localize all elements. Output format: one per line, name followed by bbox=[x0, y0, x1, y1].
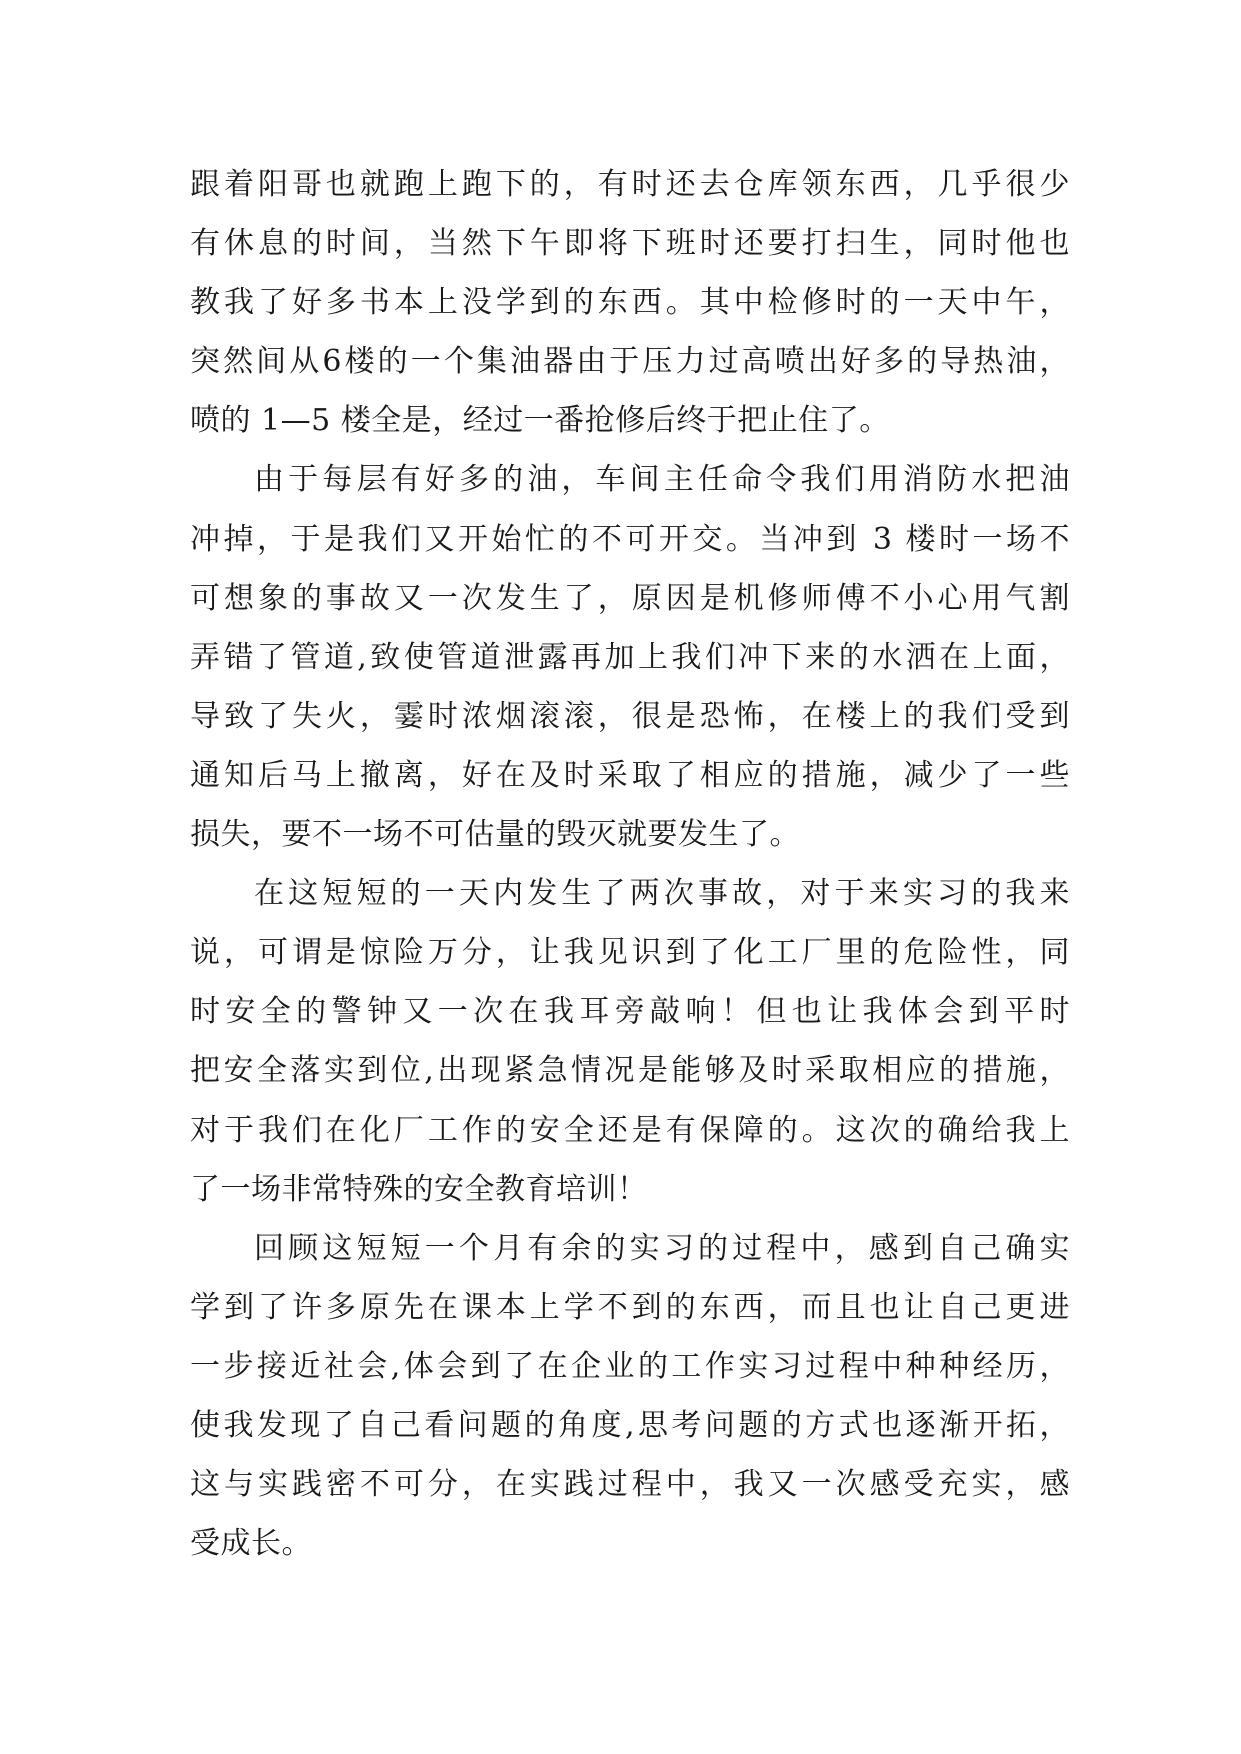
text-line: 弄错了管道,致使管道泄露再加上我们冲下来的水洒在上面， bbox=[190, 639, 1070, 675]
text-line: 突然间从6楼的一个集油器由于压力过高喷出好多的导热油， bbox=[190, 344, 1070, 380]
paragraph-first-line: 回顾这短短一个月有余的实习的过程中，感到自己确实 bbox=[254, 1230, 1070, 1266]
text-line: 了一场非常特殊的安全教育培训！ bbox=[190, 1171, 648, 1207]
text-line: 受成长。 bbox=[190, 1526, 312, 1562]
paragraph-first-line: 由于每层有好多的油，车间主任命令我们用消防水把油 bbox=[254, 462, 1070, 498]
text-line: 说，可谓是惊险万分，让我见识到了化工厂里的危险性，同 bbox=[190, 935, 1070, 971]
text-line: 损失，要不一场不可估量的毁灭就要发生了。 bbox=[190, 817, 800, 853]
text-line: 这与实践密不可分，在实践过程中，我又一次感受充实，感 bbox=[190, 1467, 1070, 1503]
text-line: 有休息的时间，当然下午即将下班时还要打扫生，同时他也 bbox=[190, 226, 1070, 262]
text-line: 跟着阳哥也就跑上跑下的，有时还去仓库领东西，几乎很少 bbox=[190, 167, 1070, 202]
text-line: 学到了许多原先在课本上学不到的东西，而且也让自己更进 bbox=[190, 1289, 1070, 1325]
paragraph-first-line: 在这短短的一天内发生了两次事故，对于来实习的我来 bbox=[254, 876, 1070, 912]
text-line: 对于我们在化厂工作的安全还是有保障的。这次的确给我上 bbox=[190, 1112, 1070, 1148]
text-line: 可想象的事故又一次发生了，原因是机修师傅不小心用气割 bbox=[190, 580, 1070, 616]
document-body bbox=[190, 155, 1070, 1573]
text-line: 冲掉，于是我们又开始忙的不可开交。当冲到 3 楼时一场不 bbox=[190, 521, 1070, 557]
text-line: 把安全落实到位,出现紧急情况是能够及时采取相应的措施， bbox=[190, 1053, 1070, 1089]
text-line: 使我发现了自己看问题的角度,思考问题的方式也逐渐开拓， bbox=[190, 1407, 1070, 1443]
text-line: 一步接近社会,体会到了在企业的工作实习过程中种种经历， bbox=[190, 1348, 1070, 1384]
text-line: 教我了好多书本上没学到的东西。其中检修时的一天中午， bbox=[190, 285, 1070, 321]
text-line: 时安全的警钟又一次在我耳旁敲响！但也让我体会到平时 bbox=[190, 994, 1070, 1030]
text-line: 喷的 1—5 楼全是，经过一番抢修后终于把止住了。 bbox=[190, 403, 890, 439]
text-line: 导致了失火，霎时浓烟滚滚，很是恐怖，在楼上的我们受到 bbox=[190, 698, 1070, 734]
text-line: 通知后马上撤离，好在及时采取了相应的措施，减少了一些 bbox=[190, 757, 1070, 793]
